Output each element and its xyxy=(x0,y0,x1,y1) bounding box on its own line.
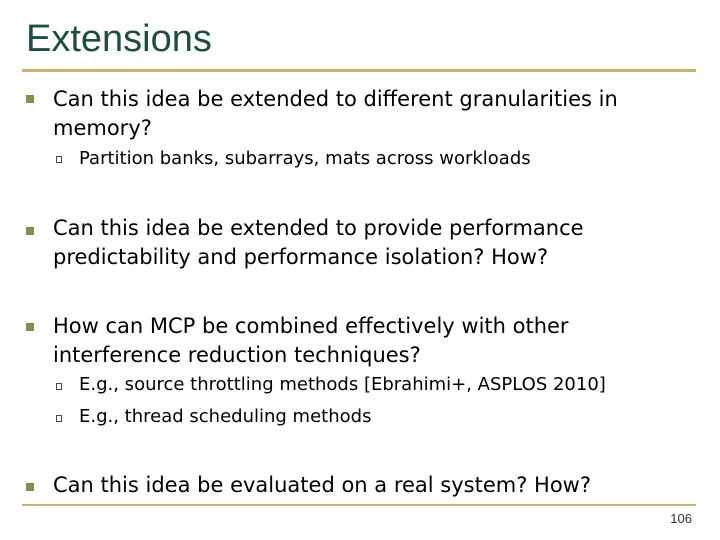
title-rule xyxy=(22,69,696,72)
page-number: 106 xyxy=(670,511,692,526)
sub-bullet-box-icon xyxy=(56,156,62,163)
bullet-text-line: memory? xyxy=(53,116,152,140)
bullet-text-line: Can this idea be extended to different granularities in xyxy=(53,87,618,111)
bullet-text-line: How can MCP be combined effectively with other xyxy=(53,314,569,338)
sub-bullet-text: E.g., thread scheduling methods xyxy=(79,406,372,427)
footer-rule xyxy=(22,504,696,506)
slide-title: Extensions xyxy=(26,18,212,60)
sub-bullet-text: E.g., source throttling methods [Ebrahimi+, ASPLOS 2010] xyxy=(79,374,606,395)
sub-bullet-box-icon xyxy=(56,415,62,422)
bullet-text-line: interference reduction techniques? xyxy=(53,343,421,367)
sub-bullet-text: Partition banks, subarrays, mats across workloads xyxy=(79,148,531,169)
bullet-square-icon xyxy=(26,95,34,103)
bullet-text-line: Can this idea be extended to provide performance xyxy=(53,216,584,240)
bullet-square-icon xyxy=(26,483,34,491)
sub-bullet-box-icon xyxy=(56,383,62,390)
bullet-text-line: Can this idea be evaluated on a real system? How? xyxy=(53,473,592,497)
bullet-square-icon xyxy=(26,227,34,235)
bullet-text-line: predictability and performance isolation? How? xyxy=(53,245,549,269)
bullet-square-icon xyxy=(26,323,34,331)
